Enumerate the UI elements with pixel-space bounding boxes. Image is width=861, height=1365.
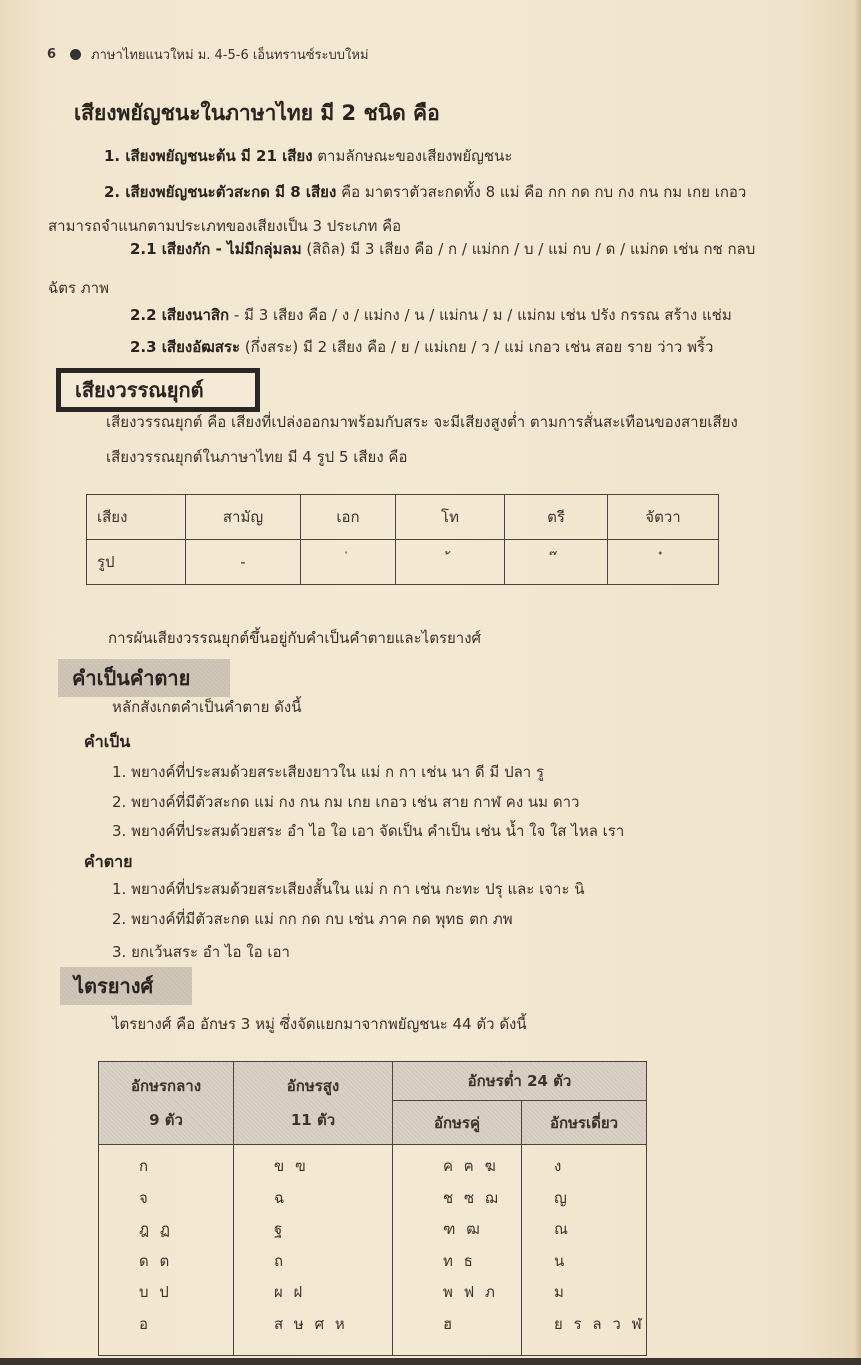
running-header [47, 44, 369, 65]
consonants-title: เสียงพยัญชนะในภาษาไทย มี 2 ชนิด คือ [74, 101, 440, 125]
consonant-item-1 [104, 144, 512, 168]
trairang-title: ไตรยางศ์ [74, 974, 154, 998]
table-cell: เอก [301, 495, 396, 540]
table-cell [505, 540, 608, 585]
list-item: ก [139, 1157, 152, 1175]
table-cell [396, 540, 505, 585]
high-class-count: 11 ตัว [290, 1111, 336, 1129]
page-number: 6 [47, 47, 57, 62]
dead-word-rule-1: 1. พยางค์ที่ประสมด้วยสระเสียงสั้นใน แม่ ก กา เช่น กะทะ ปรุ และ เจาะ นิ [112, 880, 585, 898]
dead-word-rule-2: 2. พยางค์ที่มีตัวสะกด แม่ กก กด กบ เช่น ภาค กด พุทธ ตก ภพ [112, 910, 513, 928]
low-pair-header: อักษรคู่ [393, 1101, 522, 1145]
list-item: ฐ [274, 1220, 286, 1238]
table-cell: รูป [87, 540, 186, 585]
list-item: จ [139, 1188, 151, 1207]
list-item: ณ [554, 1220, 571, 1238]
consonant-item-2-text: คือ มาตราตัวสะกดทั้ง 8 แม่ คือ กก กด กบ กง กน กม เกย เกอว [336, 183, 747, 201]
live-word-rule-1: 1. พยางค์ที่ประสมด้วยสระเสียงยาวใน แม่ ก กา เช่น นา ดี มี ปลา รู [112, 763, 545, 781]
stop-sounds-continuation: ฉัตร ภาพ [48, 279, 109, 297]
list-item: ท ธ [443, 1251, 476, 1270]
table-cell [301, 540, 396, 585]
consonant-item-1-text: ตามลักษณะของเสียงพยัญชนะ [312, 147, 513, 165]
list-item: ย ร ล ว ฬ [554, 1314, 645, 1333]
list-item: ด ต [139, 1251, 173, 1270]
consonant-item-2-continuation: สามารถจำแนกตามประเภทของเสียงเป็น 3 ประเภท คือ [48, 217, 402, 235]
live-word-rule-2: 2. พยางค์ที่มีตัวสะกด แม่ กง กน กม เกย เกอว เช่น สาย กาฬ คง นม ดาว [112, 793, 580, 811]
tone-marks-table [86, 494, 719, 585]
list-item: ข ฃ [274, 1157, 309, 1175]
live-word-rule-3: 3. พยางค์ที่ประสมด้วยสระ อำ ไอ ใอ เอา จัดเป็น คำเป็น เช่น น้ำ ใจ ใส ไหล เรา [112, 822, 625, 840]
trairang-definition: ไตรยางศ์ คือ อักษร 3 หมู่ ซึ่งจัดแยกมาจากพยัญชนะ 44 ตัว ดังนี้ [112, 1015, 527, 1033]
list-item: ค ฅ ฆ [443, 1157, 499, 1175]
nasal-sounds-item [130, 303, 732, 327]
nasal-sounds-text: - มี 3 เสียง คือ / ง / แม่กง / น / แม่กน / ม / แม่กม เช่น ปรัง กรรณ สร้าง แช่ม [229, 306, 732, 324]
table-cell: เสียง [87, 495, 186, 540]
tone-marks-row [87, 540, 719, 585]
table-cell: สามัญ [186, 495, 301, 540]
high-class-column [234, 1145, 393, 1356]
table-cell: ตรี [505, 495, 608, 540]
live-words-heading: คำเป็น [84, 732, 131, 751]
mid-class-label: อักษรกลาง [130, 1077, 202, 1095]
list-item: ถ [274, 1251, 287, 1270]
list-item: บ ป [139, 1283, 172, 1301]
list-item: ฎ ฏ [139, 1220, 173, 1238]
nasal-sounds-heading: 2.2 เสียงนาสิก [130, 306, 230, 324]
list-item: ช ซ ฌ [443, 1188, 501, 1207]
tones-title-box [56, 368, 260, 412]
tone-names-row [87, 495, 719, 540]
tone-inflection-note: การผันเสียงวรรณยุกต์ขึ้นอยู่กับคำเป็นคำตายและไตรยางศ์ [108, 629, 482, 647]
list-item: ฑ ฒ [443, 1220, 483, 1238]
list-item: ญ [554, 1188, 570, 1207]
live-dead-title-box [58, 659, 230, 697]
dead-word-rule-3: 3. ยกเว้นสระ อำ ไอ ใอ เอา [112, 943, 290, 961]
dead-words-heading: คำตาย [84, 852, 133, 871]
list-item: ฉ [274, 1188, 288, 1207]
mid-class-header [99, 1062, 234, 1145]
list-item: น [554, 1251, 568, 1270]
table-cell: โท [396, 495, 505, 540]
consonant-item-2 [104, 180, 746, 204]
live-dead-title: คำเป็นคำตาย [72, 666, 191, 690]
running-title: ภาษาไทยแนวใหม่ ม. 4-5-6 เอ็นทรานซ์ระบบใหม่ [91, 48, 369, 63]
list-item: อ [139, 1314, 152, 1333]
semivowel-sounds-heading: 2.3 เสียงอัฒสระ [130, 338, 241, 356]
tones-count: เสียงวรรณยุกต์ในภาษาไทย มี 4 รูป 5 เสียง คือ [106, 448, 408, 466]
trairang-title-box [60, 967, 192, 1005]
live-dead-intro: หลักสังเกตคำเป็นคำตาย ดังนี้ [112, 698, 302, 716]
list-item: ง [554, 1157, 565, 1175]
page-bottom-shadow [0, 1358, 861, 1365]
high-class-header [234, 1062, 393, 1145]
tones-title: เสียงวรรณยุกต์ [75, 378, 204, 402]
stop-sounds-text: (สิถิล) มี 3 เสียง คือ / ก / แม่กก / บ / แม่ กบ / ด / แม่กด เช่น กช กลบ [301, 240, 756, 258]
low-class-header: อักษรต่ำ 24 ตัว [393, 1062, 647, 1101]
low-single-column [522, 1145, 647, 1356]
list-item: ฮ [443, 1314, 456, 1333]
mid-class-count: 9 ตัว [149, 1111, 183, 1129]
page-edge [855, 0, 861, 1358]
list-item: พ ฟ ภ [443, 1283, 498, 1301]
low-single-header: อักษรเดี่ยว [522, 1101, 647, 1145]
high-class-label: อักษรสูง [286, 1077, 340, 1095]
consonant-item-2-heading: 2. เสียงพยัญชนะตัวสะกด มี 8 เสียง [104, 183, 337, 201]
bullet-dot-icon [70, 49, 81, 60]
list-item: ส ษ ศ ห [274, 1314, 348, 1333]
consonant-class-table [98, 1061, 647, 1356]
tones-definition: เสียงวรรณยุกต์ คือ เสียงที่เปล่งออกมาพร้อมกับสระ จะมีเสียงสูงต่ำ ตามการสั่นสะเทือนของสายเสียง [106, 413, 738, 431]
mid-class-column [99, 1145, 234, 1356]
semivowel-sounds-item [130, 335, 713, 359]
low-pair-column [393, 1145, 522, 1356]
consonant-item-1-heading: 1. เสียงพยัญชนะต้น มี 21 เสียง [104, 147, 313, 165]
list-item: ม [554, 1283, 567, 1301]
semivowel-sounds-text: (กึ่งสระ) มี 2 เสียง คือ / ย / แม่เกย / ว / แม่ เกอว เช่น สอย ราย ว่าว พริ้ว [240, 338, 714, 356]
table-cell: - [186, 540, 301, 585]
list-item: ผ ฝ [274, 1283, 306, 1301]
table-cell [608, 540, 719, 585]
table-cell: จัตวา [608, 495, 719, 540]
stop-sounds-item [130, 237, 755, 261]
stop-sounds-heading: 2.1 เสียงกัก - ไม่มีกลุ่มลม [130, 240, 302, 258]
